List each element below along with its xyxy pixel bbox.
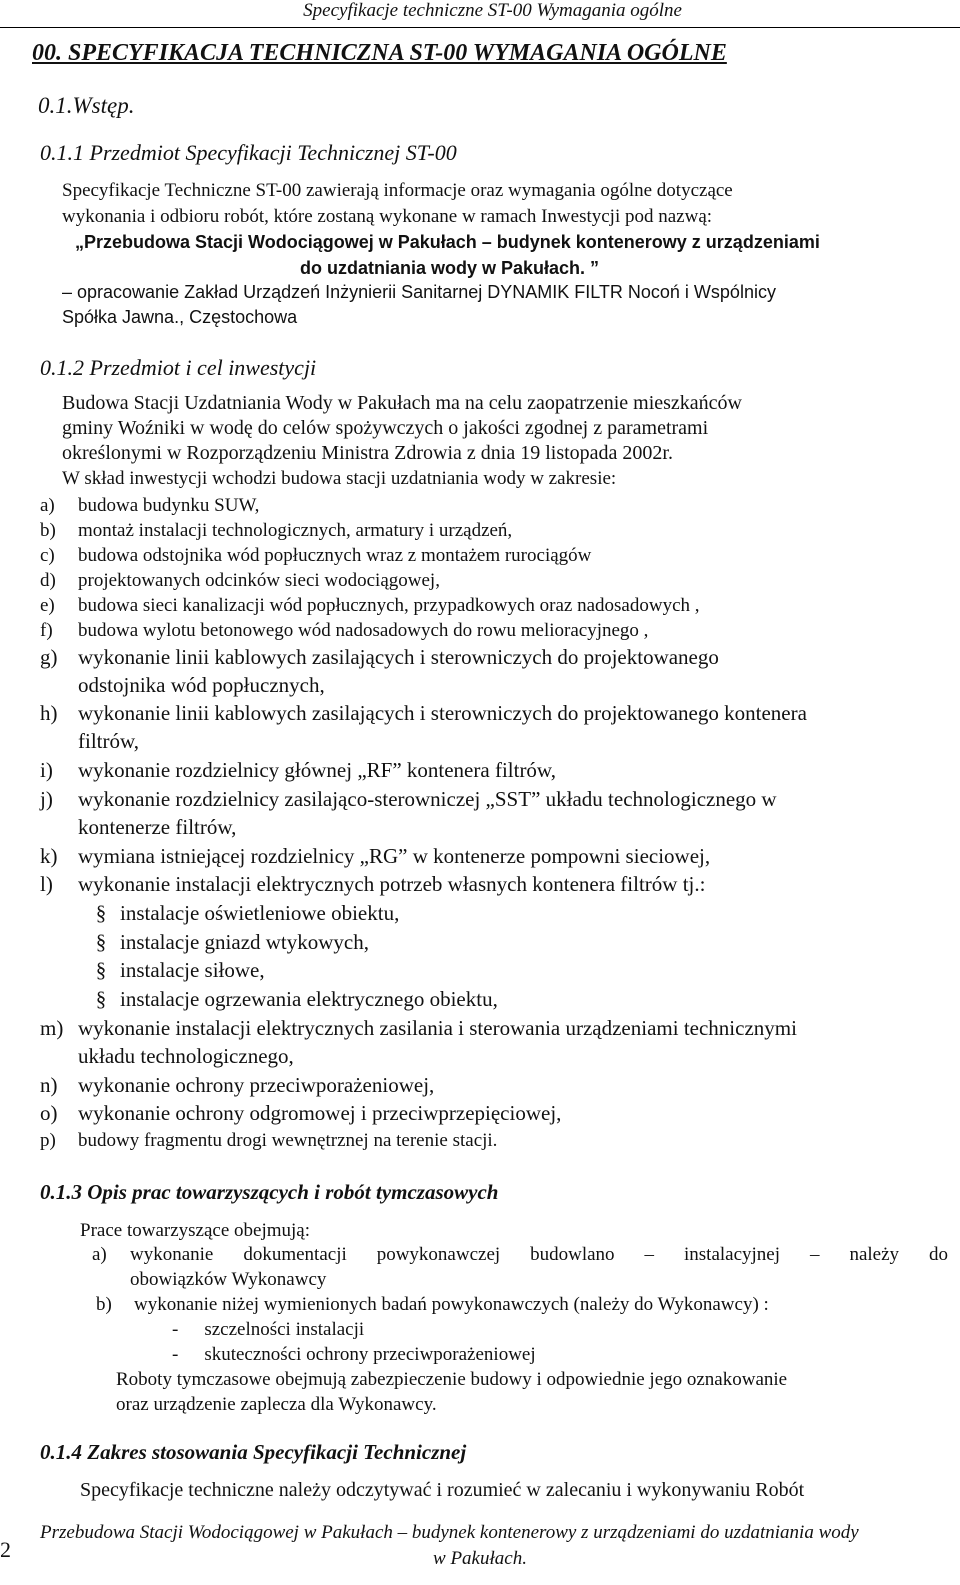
- list-item-text: wykonanie ochrony odgromowej i przeciwprzepięciowej,: [78, 1101, 562, 1125]
- dash-icon: -: [172, 1344, 179, 1365]
- bullet-icon: §: [95, 987, 107, 1011]
- list-item: m): [40, 1016, 64, 1040]
- footer-line: Przebudowa Stacji Wodociągowej w Pakułach – budynek kontenerowy z urządzeniami do uzdatniania wody: [40, 1522, 859, 1543]
- list-item-text: budowa sieci kanalizacji wód popłucznych, przypadkowych oraz nadosadowych ,: [78, 595, 700, 616]
- paragraph: gminy Woźniki w wodę do celów spożywczych o jakości zgodnej z parametrami: [62, 417, 709, 439]
- list-item: c): [40, 545, 55, 566]
- list-item-text: wymiana istniejącej rozdzielnicy „RG” w kontenerze pompowni sieciowej,: [78, 844, 711, 868]
- list-item-text: wykonanie ochrony przeciwporażeniowej,: [78, 1073, 435, 1097]
- list-item: i): [40, 758, 53, 782]
- paragraph: – opracowanie Zakład Urządzeń Inżynierii Sanitarnej DYNAMIK FILTR Nocoń i Wspólnicy: [62, 282, 776, 302]
- sub-list-item: § instalacje oświetleniowe obiektu,: [92, 901, 399, 926]
- list-item: k): [40, 844, 58, 868]
- bullet-icon: §: [95, 958, 107, 982]
- section-heading-0-1-3: 0.1.3 Opis prac towarzyszących i robót tymczasowych: [40, 1180, 499, 1204]
- list-item: a): [40, 495, 55, 516]
- paragraph: Specyfikacje Techniczne ST-00 zawierają informacje oraz wymagania ogólne dotyczące: [62, 180, 733, 201]
- list-item-text: budowy fragmentu drogi wewnętrznej na terenie stacji.: [78, 1130, 498, 1151]
- paragraph: wykonania i odbioru robót, które zostaną wykonane w ramach Inwestycji pod nazwą:: [62, 206, 713, 227]
- list-item-text: wykonanie rozdzielnicy zasilająco-sterowniczej „SST” układu technologicznego w: [78, 787, 777, 811]
- list-item-text: układu technologicznego,: [78, 1044, 294, 1068]
- paragraph: Prace towarzyszące obejmują:: [80, 1220, 310, 1241]
- paragraph: Roboty tymczasowe obejmują zabezpieczenie budowy i odpowiednie jego oznakowanie: [116, 1369, 788, 1390]
- section-heading-0-1-1: 0.1.1 Przedmiot Specyfikacji Technicznej ST-00: [40, 140, 457, 165]
- list-item: o): [40, 1101, 58, 1125]
- bullet-icon: §: [95, 930, 107, 954]
- list-item: e): [40, 595, 55, 616]
- list-item-text: projektowanych odcinków sieci wodociągowej,: [78, 570, 440, 591]
- list-item-text: budowa budynku SUW,: [78, 495, 260, 516]
- running-header: Specyfikacje techniczne ST-00 Wymagania ogólne: [303, 0, 682, 21]
- paragraph: określonymi w Rozporządzeniu Ministra Zdrowia z dnia 19 listopada 2002r.: [62, 442, 673, 464]
- sub-list-item: § instalacje siłowe,: [92, 958, 265, 983]
- list-item-text: wykonanie instalacji elektrycznych zasilania i sterowania urządzeniami technicznymi: [78, 1016, 797, 1040]
- paragraph: W skład inwestycji wchodzi budowa stacji uzdatniania wody w zakresie:: [62, 468, 617, 489]
- list-item-text: wykonanie instalacji elektrycznych potrzeb własnych kontenera filtrów tj.:: [78, 872, 706, 896]
- list-item: h): [40, 701, 58, 725]
- list-item-text: wykonanie dokumentacji powykonawczej budowlano – instalacyjnej – należy do: [130, 1244, 948, 1265]
- sub-list-item: § instalacje gniazd wtykowych,: [92, 930, 369, 955]
- list-item: b): [96, 1294, 112, 1315]
- paragraph: oraz urządzenie zaplecza dla Wykonawcy.: [116, 1394, 437, 1415]
- header-rule: [0, 27, 960, 28]
- paragraph: Specyfikacje techniczne należy odczytywać i rozumieć w zalecaniu i wykonywaniu Robót: [80, 1479, 805, 1501]
- section-heading-0-1: 0.1.Wstęp.: [38, 93, 135, 118]
- list-item-text: budowa wylotu betonowego wód nadosadowych do rowu melioracyjnego ,: [78, 620, 649, 641]
- list-item-text: wykonanie linii kablowych zasilających i sterowniczych do projektowanego kontenera: [78, 701, 807, 725]
- dash-item: - skuteczności ochrony przeciwporażeniowej: [172, 1344, 536, 1365]
- list-item: a): [92, 1244, 107, 1265]
- footer-line: w Pakułach.: [433, 1548, 527, 1569]
- bullet-icon: §: [95, 901, 107, 925]
- paragraph: Spółka Jawna., Częstochowa: [62, 307, 298, 327]
- list-item-text: wykonanie rozdzielnicy głównej „RF” kontenera filtrów,: [78, 758, 556, 782]
- dash-item: - szczelności instalacji: [172, 1319, 365, 1340]
- page-number: 2: [0, 1537, 11, 1562]
- section-heading-0-1-4: 0.1.4 Zakres stosowania Specyfikacji Technicznej: [40, 1440, 467, 1464]
- list-item-text: kontenerze filtrów,: [78, 815, 237, 839]
- list-item: d): [40, 570, 56, 591]
- list-item: j): [40, 787, 53, 811]
- list-item: p): [40, 1130, 56, 1151]
- list-item: b): [40, 520, 56, 541]
- list-item: g): [40, 645, 58, 669]
- sub-list-item: § instalacje ogrzewania elektrycznego obiektu,: [92, 987, 498, 1012]
- list-item-text: montaż instalacji technologicznych, armatury i urządzeń,: [78, 520, 513, 541]
- list-item-text: obowiązków Wykonawcy: [130, 1269, 327, 1290]
- list-item-text: wykonanie niżej wymienionych badań powykonawczych (należy do Wykonawcy) :: [134, 1294, 769, 1315]
- list-item: l): [40, 872, 53, 896]
- project-name-bold: do uzdatniania wody w Pakułach. ”: [300, 258, 600, 278]
- paragraph: Budowa Stacji Uzdatniania Wody w Pakułach ma na celu zaopatrzenie mieszkańców: [62, 392, 742, 414]
- project-name-bold: „Przebudowa Stacji Wodociągowej w Pakułach – budynek kontenerowy z urządzeniami: [75, 232, 820, 252]
- section-heading-0-1-2: 0.1.2 Przedmiot i cel inwestycji: [40, 355, 317, 380]
- dash-icon: -: [172, 1319, 179, 1340]
- list-item: f): [40, 620, 53, 641]
- document-title: 00. SPECYFIKACJA TECHNICZNA ST-00 WYMAGANIA OGÓLNE: [32, 40, 727, 66]
- list-item-text: budowa odstojnika wód popłucznych wraz z montażem rurociągów: [78, 545, 592, 566]
- list-item: n): [40, 1073, 58, 1097]
- list-item-text: wykonanie linii kablowych zasilających i sterowniczych do projektowanego: [78, 645, 719, 669]
- list-item-text: odstojnika wód popłucznych,: [78, 673, 325, 697]
- list-item-text: filtrów,: [78, 729, 140, 753]
